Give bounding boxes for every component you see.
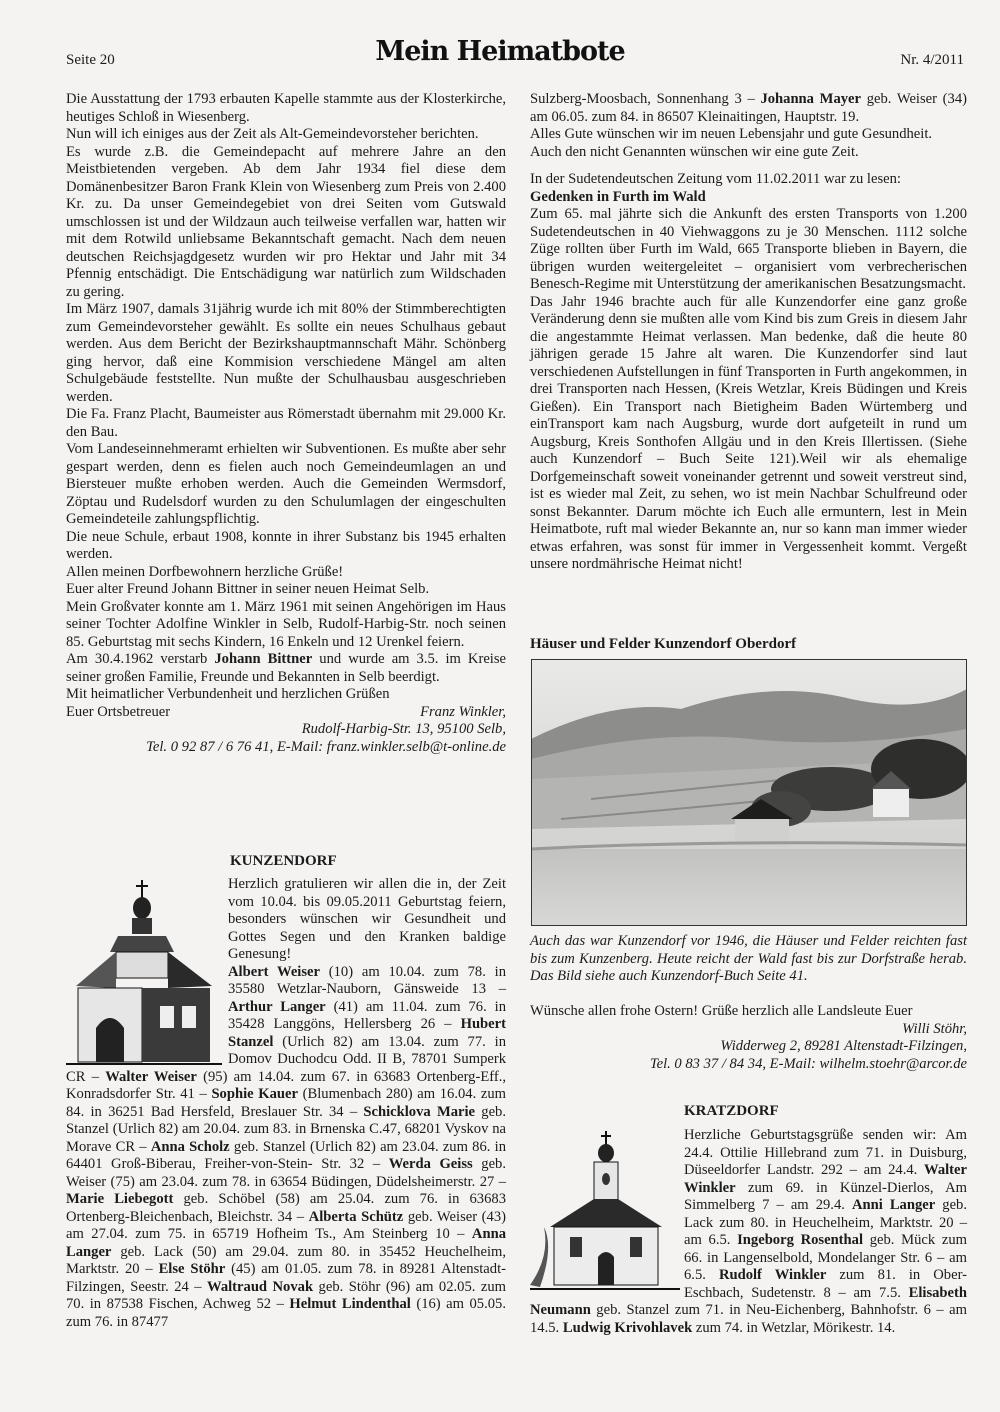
photo-caption: Auch das war Kunzendorf vor 1946, die Häuser und Felder reichten fast bis zum Kunzenberg. Heute reicht der Wald fast bis zur Dorfstraße herab. Das Bild siehe auch Kunzendorf-Buch Seite 41. [530, 933, 967, 984]
paragraph: Euer alter Freund Johann Bittner in seiner neuen Heimat Selb. [66, 581, 430, 597]
wishes: Alles Gute wünschen wir im neuen Lebensjahr und gute Gesundheit. [530, 126, 933, 142]
signature-contact: Tel. 0 83 37 / 84 34, E-Mail: wilhelm.stoehr@arcor.de [649, 1055, 967, 1072]
page-number: Seite 20 [66, 52, 115, 68]
article-paragraph: Zum 65. mal jährte sich die Ankunft des ersten Transports von 1.200 Sudetendeutschen in 40 Viehwaggons zu je 30 Menschen. 1112 solche Züge rollten über Furth im Wald, 665 Transporte blieben in Bayern, die übrigen wurden weitergeleitet – organisiert vom verbrecherischen Benesch-Regime mit Unterstützung der amerikanischen Besatzungsmacht. [530, 206, 967, 292]
paragraph: Es wurde z.B. die Gemeindepacht auf mehrere Jahre an den Meistbietenden vergeben. Ab dem Jahr 1934 fiel diese dem Domänenbesitzer Baron Frank Klein von Wiesenberg zum Preis von 2.400 Kr. zu. Da unser Gemeindegebiet von drei Seiten vom Gutswald umschlossen ist und der Wildzaun auch teilweise verfallen war, hatten wir mit dem Rotwild unliebsame Bekanntschaft gemacht. Nach dem neuen deutschen Reichsjagdgesetz wurden wir pro Hektar und Jahr mit 34 Pfennig entschädigt. Die Entschädigung war natürlich zum Wildschaden zu gering. [66, 143, 506, 300]
signature-name: Willi Stöhr, [902, 1020, 967, 1037]
signature-address: Rudolf-Harbig-Str. 13, 95100 Selb, [301, 721, 506, 737]
easter-greeting [530, 1003, 967, 1073]
left-column [66, 91, 506, 756]
birthday-continuation: Sulzberg-Moosbach, Sonnenhang 3 – Johanna Mayer geb. Weiser (34) am 06.05. zum 84. in 86507 Kleinaitingen, Hauptstr. 19. [530, 91, 967, 125]
paragraph: Die Fa. Franz Placht, Baumeister aus Römerstadt übernahm mit 29.000 Kr. den Bau. [66, 406, 506, 440]
death-notice: Am 30.4.1962 verstarb Johann Bittner und wurde am 3.5. im Kreise seiner großen Familie, Freunde und Bekannten in Selb beerdigt. [66, 651, 507, 685]
paragraph: Nun will ich einiges aus der Zeit als Alt-Gemeindevorsteher berichten. [66, 126, 479, 142]
article-title: Gedenken in Furth im Wald [530, 188, 706, 205]
paragraph: Im März 1907, damals 31jährig wurde ich mit 80% der Stimmberechtigten zum Gemeindevorsteher gewählt. Es sollte ein neues Schulhaus gebaut werden. Aus dem Bericht der Bezirkshauptmannschaft Mähr. Schönberg ging hervor, daß eine Kommision verschiedene Mängel am alten Schulgebäude feststellte. Nun mußte der Schulhausbau ausgeschrieben werden. [66, 301, 506, 405]
church-illustration [530, 1127, 680, 1297]
article-paragraph: Das Jahr 1946 brachte auch für alle Kunzendorfer eine ganz große Veränderung denn sie mußten alle vom Kind bis zum Greis in diesem Jahr die angestammte Heimat verlassen. Man bedenke, daß die heute 80 jährigen gerade 15 Jahre alt waren. Die Kunzendorfer sind laut verschiedenen Aufstellungen in fünf Transporten in Furth angekommen, in drei Transporten nach Hessen, (Kreis Wetzlar, Kreis Büdingen und Kreis Gießen). Ein Transport nach Bietigheim Baden Würtemberg und einTransport kam nach Augsburg, wurde dort aufgeteilt in rund um Augsburg, Kreis Sonthofen Allgäu und in den Kreis Illertissen. (Siehe auch Kunzendorf – Buch Seite 121).Weil wir als ehemalige Dorfgemeinschaft soweit voneinander getrennt und soweit verstreut sind, ist es wieder mal Zeit, zu sehen, wo ist mein Nachbar Schulfreund oder sonst Bekannter. Darum möchte ich Euch alle ermuntern, lest in Mein Heimatbote, ruft mal wieder Bekannte an, nur so kann man immer wieder etwas erfahren, was sonst für immer in Vergessenheit kommt. Vergeßt unsere nordmährische Heimat nicht! [530, 293, 967, 572]
photo-title: Häuser und Felder Kunzendorf Oberdorf [530, 636, 797, 652]
signature-label: Euer Ortsbetreuer [66, 703, 171, 720]
village-photo [531, 659, 967, 926]
wishes: Auch den nicht Genannten wünschen wir eine gute Zeit. [530, 143, 859, 160]
masthead-title: Mein Heimatbote [375, 36, 625, 67]
signature-row [66, 704, 506, 722]
paragraph: Die neue Schule, erbaut 1908, konnte in ihrer Substanz bis 1945 erhalten werden. [66, 528, 506, 562]
newspaper-intro: In der Sudetendeutschen Zeitung vom 11.02.2011 war zu lesen: [530, 171, 901, 187]
signature-address: Widderweg 2, 89281 Altenstadt-Filzingen, [720, 1038, 967, 1054]
paragraph: Allen meinen Dorfbewohnern herzliche Grüße! [66, 563, 344, 580]
signature-contact: Tel. 0 92 87 / 6 76 41, E-Mail: franz.winkler.selb@t-online.de [146, 738, 506, 755]
signature-name: Franz Winkler, [420, 703, 506, 720]
kunzendorf-title: KUNZENDORF [230, 853, 337, 869]
paragraph: Die Ausstattung der 1793 erbauten Kapelle stammte aus der Klosterkirche, heutiges Schloß in Wiesenberg. [66, 91, 506, 125]
issue-number: Nr. 4/2011 [900, 52, 964, 68]
right-column [530, 91, 967, 574]
greeting-text: Wünsche allen frohe Ostern! Grüße herzlich alle Landsleute Euer [530, 1003, 913, 1019]
kunzendorf-birthdays: Herzlich gratulieren wir allen die in, der Zeit vom 10.04. bis 09.05.2011 Geburtstag feiern, besonders wünschen wir Gesundheit und Gottes Segen und den Kranken baldige Genesung! Albert Weiser (10) am 10.04. zum 78. in 35580 Wetzlar-Nauborn, Gänsweide 13 – Arthur Langer (41) am 11.04. zum 76. in 35428 Langgöns, Hellersberg 26 – Hubert Stanzel (Urlich 82) am 13.04. zum 77. in Domov Duchodcu Odd. II B, 78701 Sumperk CR – Walter Weiser (95) am 14.04. zum 67. in 63683 Ortenberg-Eff., Konradsdorfer Str. 41 – Sophie Kauer (Blumenbach 280) am 16.04. zum 84. in 36251 Bad Hersfeld, Breslauer Str. 34 – Schicklova Marie geb. Stanzel (Urlich 82) am 20.04. zum 83. in Brnenska C.47, 68201 Vyskov na Morave CR – Anna Scholz geb. Stanzel (Urlich 82) am 23.04. zum 86. in 64401 Groß-Biberau, Freiher-von-Stein- Str. 32 – Werda Geiss geb. Weiser (75) am 23.04. zum 78. in 63654 Büdingen, Düdelsheimerstr. 27 – Marie Liebegott geb. Schöbel (58) am 25.04. zum 76. in 63683 Ortenberg-Bleichenbach, Bleichstr. 34 – Alberta Schütz geb. Weiser (43) am 27.04. zum 75. in 65719 Hofheim Ts., Am Steinberg 10 – Anna Langer geb. Lack (50) am 29.04. zum 80. in 35452 Heuchelheim, Marktstr. 20 – Else Stöhr (45) am 01.05. zum 78. in 89281 Altenstadt-Filzingen, Seestr. 24 – Waltraud Novak geb. Stöhr (96) am 02.05. zum 70. in 87538 Fischen, Achweg 52 – Helmut Lindenthal (16) am 05.05. zum 76. in 87477 [66, 876, 507, 1330]
kratzdorf-birthdays: Herzliche Geburtstagsgrüße senden wir: Am 24.4. Ottilie Hillebrand zum 71. in Duisburg, Düseeldorfer Landstr. 292 – am 24.4. Walter Winkler zum 69. in Künzel-Dierlos, Am Simmelberg 7 – am 29.4. Anni Langer geb. Lack zum 80. in Heuchelheim, Marktstr. 20 – am 6.5. Ingeborg Rosenthal geb. Mück zum 66. in Langenselbold, Mondelanger Str. 6 – am 6.5. Rudolf Winkler zum 81. in Ober-Eschbach, Sudetenstr. 8 – am 7.5. Elisabeth Neumann geb. Stanzel zum 71. in Neu-Eichenberg, Bahnhofstr. 6 – am 14.5. Ludwig Krivohlavek zum 74. in Wetzlar, Mörikestr. 14. [530, 1127, 967, 1336]
paragraph: Vom Landeseinnehmeramt erhielten wir Subventionen. Es mußte aber sehr gespart werden, denn es fielen auch noch Gemeindeumlagen an und Biersteuer mußte erhoben werden. Auch die Gemeinden Wermsdorf, Zöptau und Rudelsdorf wurden zu den Schulumlagen der eingeschulten Gemeindeteile zahlungspflichtig. [66, 441, 506, 527]
kratzdorf-title: KRATZDORF [684, 1103, 779, 1119]
chapel-illustration [66, 876, 222, 1068]
paragraph: Mein Großvater konnte am 1. März 1961 mit seinen Angehörigen im Haus seiner Tochter Adolfine Winkler in Selb, Rudolf-Harbig-Str. noch seinen 85. Geburtstag mit sechs Kindern, 16 Enkeln und 12 Urenkel feiern. [66, 598, 506, 650]
closing: Mit heimatlicher Verbundenheit und herzlichen Grüßen [66, 686, 390, 702]
